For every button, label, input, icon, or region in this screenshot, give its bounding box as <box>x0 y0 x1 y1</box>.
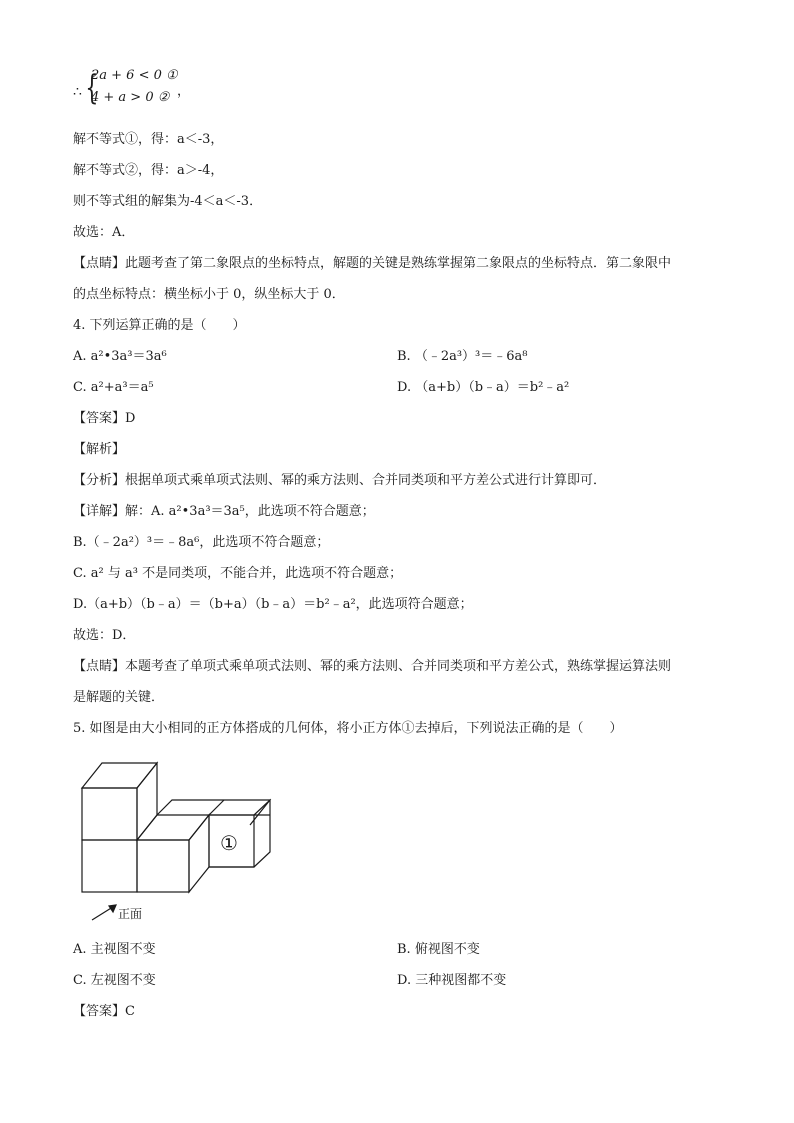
q5-option-a: A. 主视图不变 <box>73 942 156 957</box>
q5-option-c: C. 左视图不变 <box>73 973 156 988</box>
analysis-tag: 【解析】 <box>73 442 126 457</box>
q4-fenxi <box>73 471 606 491</box>
q4-comment-line-2: 是解题的关键． <box>73 690 165 705</box>
cube-figure <box>60 755 290 925</box>
q5-answer <box>73 1002 135 1022</box>
solution-set: 则不等式组的解集为-4＜a＜-3． <box>73 194 263 209</box>
q4-detail-1 <box>73 502 375 522</box>
q5-stem: 5. 如图是由大小相同的正方体搭成的几何体，将小正方体①去掉后，下列说法正确的是（ ） <box>73 721 623 736</box>
answer-tag: 【答案】 <box>73 1004 126 1019</box>
inequality-row-1: 2a + 6 < 0 ① <box>91 68 178 83</box>
answer-value: D <box>125 411 136 426</box>
q4-choice: 故选：D． <box>73 628 136 643</box>
front-label: 正面 <box>118 907 143 921</box>
q4-detail-3: C. a² 与 a³ 不是同类项，不能合并，此选项不符合题意； <box>73 566 403 581</box>
q4-detail-4: D.（a+b）（b﹣a）＝（b+a）（b﹣a）＝b²﹣a²，此选项符合题意； <box>73 597 473 612</box>
detail-text: 解：A. a²•3a³＝3a⁵，此选项不符合题意； <box>125 504 375 519</box>
solve-step-1: 解不等式①，得：a＜-3， <box>73 132 224 147</box>
curly-brace: { <box>85 68 99 108</box>
cube-drawing <box>60 755 290 925</box>
q4-comment-line-1 <box>73 657 671 677</box>
q4-option-a: A. a²•3a³＝3a⁶ <box>73 349 167 364</box>
inequality-system <box>73 66 203 114</box>
cube-1-label: ① <box>220 831 238 855</box>
comment-tag: 【点睛】 <box>73 659 126 674</box>
inequality-row-2: 4 + a > 0 ② <box>91 90 170 105</box>
q4-detail-2: B.（﹣2a²）³＝﹣8a⁶，此选项不符合题意； <box>73 535 330 550</box>
comment-text: 本题考查了单项式乘单项式法则、幂的乘方法则、合并同类项和平方差公式，熟练掌握运算法则 <box>125 659 672 674</box>
q3-comment-line-1 <box>73 254 671 274</box>
therefore-symbol: ∴ <box>73 84 82 100</box>
q5-option-d: D. 三种视图都不变 <box>397 973 507 988</box>
fenxi-tag: 【分析】 <box>73 473 126 488</box>
q4-stem: 4. 下列运算正确的是（ ） <box>73 318 246 333</box>
q4-option-d: D. （a+b）（b﹣a）＝b²﹣a² <box>397 380 570 395</box>
answer-value: C <box>125 1004 135 1019</box>
detail-tag: 【详解】 <box>73 504 126 519</box>
solve-step-2: 解不等式②，得：a＞-4， <box>73 163 224 178</box>
q4-option-b: B. （﹣2a³）³＝﹣6a⁸ <box>397 349 528 364</box>
q4-analysis-tag <box>73 440 125 460</box>
comment-text: 此题考查了第二象限点的坐标特点，解题的关键是熟练掌握第二象限点的坐标特点．第二象限中 <box>125 256 672 271</box>
fenxi-text: 根据单项式乘单项式法则、幂的乘方法则、合并同类项和平方差公式进行计算即可． <box>125 473 607 488</box>
q4-answer <box>73 409 135 429</box>
q3-comment-line-2: 的点坐标特点：横坐标小于 0，纵坐标大于 0． <box>73 287 345 302</box>
q3-choice: 故选：A． <box>73 225 135 240</box>
q4-option-c: C. a²+a³＝a⁵ <box>73 380 154 395</box>
answer-tag: 【答案】 <box>73 411 126 426</box>
comment-tag: 【点睛】 <box>73 256 126 271</box>
system-comma: ， <box>177 84 191 99</box>
q5-option-b: B. 俯视图不变 <box>397 942 480 957</box>
